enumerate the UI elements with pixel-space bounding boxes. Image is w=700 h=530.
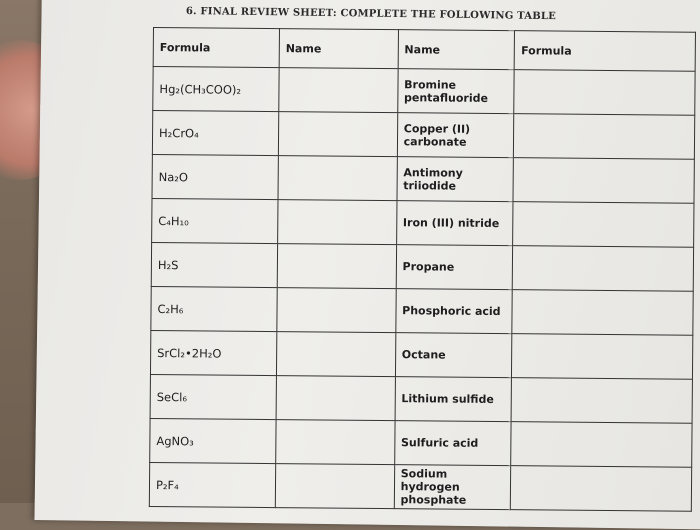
worksheet-heading: 6. FINAL REVIEW SHEET: COMPLETE THE FOLLOWING TABLE [185, 6, 557, 23]
formula-answer-cell[interactable] [511, 378, 692, 424]
formula-cell: H₂S [151, 242, 277, 287]
formula-answer-cell[interactable] [511, 422, 692, 468]
name-cell: Octane [395, 333, 512, 378]
header-formula-1: Formula [153, 28, 279, 68]
formula-answer-cell[interactable] [514, 114, 695, 160]
name-cell: Iron (III) nitride [396, 201, 513, 246]
table-row [151, 286, 693, 335]
name-cell: Sulfuric acid [394, 421, 511, 466]
formula-answer-cell[interactable] [513, 246, 694, 292]
formula-cell: SrCl₂•2H₂O [150, 330, 276, 375]
formula-cell: P₂F₄ [149, 462, 275, 507]
table-row [153, 67, 695, 116]
name-cell: Bromine pentafluoride [397, 69, 514, 114]
formula-answer-cell[interactable] [511, 466, 692, 512]
formula-cell: H₂CrO₄ [152, 111, 278, 156]
name-answer-cell[interactable] [277, 244, 396, 289]
name-answer-cell[interactable] [276, 332, 395, 377]
table-row [150, 374, 692, 423]
formula-answer-cell[interactable] [512, 290, 693, 336]
name-answer-cell[interactable] [275, 464, 394, 509]
formula-answer-cell[interactable] [513, 202, 694, 248]
formula-cell: Na₂O [152, 154, 278, 199]
table-row [152, 154, 694, 203]
formula-answer-cell[interactable] [514, 70, 695, 116]
name-cell: Lithium sulfide [395, 377, 512, 422]
formula-cell: C₄H₁₀ [152, 198, 278, 243]
name-answer-cell[interactable] [278, 156, 397, 201]
table-row [152, 198, 694, 247]
formula-answer-cell[interactable] [512, 334, 693, 380]
name-cell: Copper (II) carbonate [397, 113, 514, 158]
name-answer-cell[interactable] [279, 68, 398, 113]
formula-cell: SeCl₆ [150, 374, 276, 419]
name-answer-cell[interactable] [278, 200, 397, 245]
formula-cell: AgNO₃ [150, 418, 276, 463]
table-row [151, 242, 693, 291]
name-cell: Antimony triiodide [397, 157, 514, 202]
name-cell: Phosphoric acid [395, 289, 512, 334]
table-row [149, 462, 691, 511]
header-formula-2: Formula [514, 31, 695, 72]
header-name-2: Name [398, 30, 515, 70]
table-header-row [153, 28, 695, 72]
formula-answer-cell[interactable] [513, 158, 694, 204]
formula-cell: C₂H₆ [151, 286, 277, 331]
name-cell: Propane [396, 245, 513, 290]
table-row [150, 330, 692, 379]
name-answer-cell[interactable] [276, 420, 395, 465]
name-cell: Sodium hydrogen phosphate [394, 465, 511, 510]
table-row [150, 418, 692, 467]
formula-cell: Hg₂(CH₃COO)₂ [153, 67, 279, 112]
table-row [152, 111, 694, 160]
name-answer-cell[interactable] [278, 112, 397, 157]
name-answer-cell[interactable] [277, 288, 396, 333]
name-answer-cell[interactable] [276, 376, 395, 421]
header-name-1: Name [279, 29, 398, 69]
review-table [149, 27, 696, 512]
review-table-container [149, 27, 696, 506]
